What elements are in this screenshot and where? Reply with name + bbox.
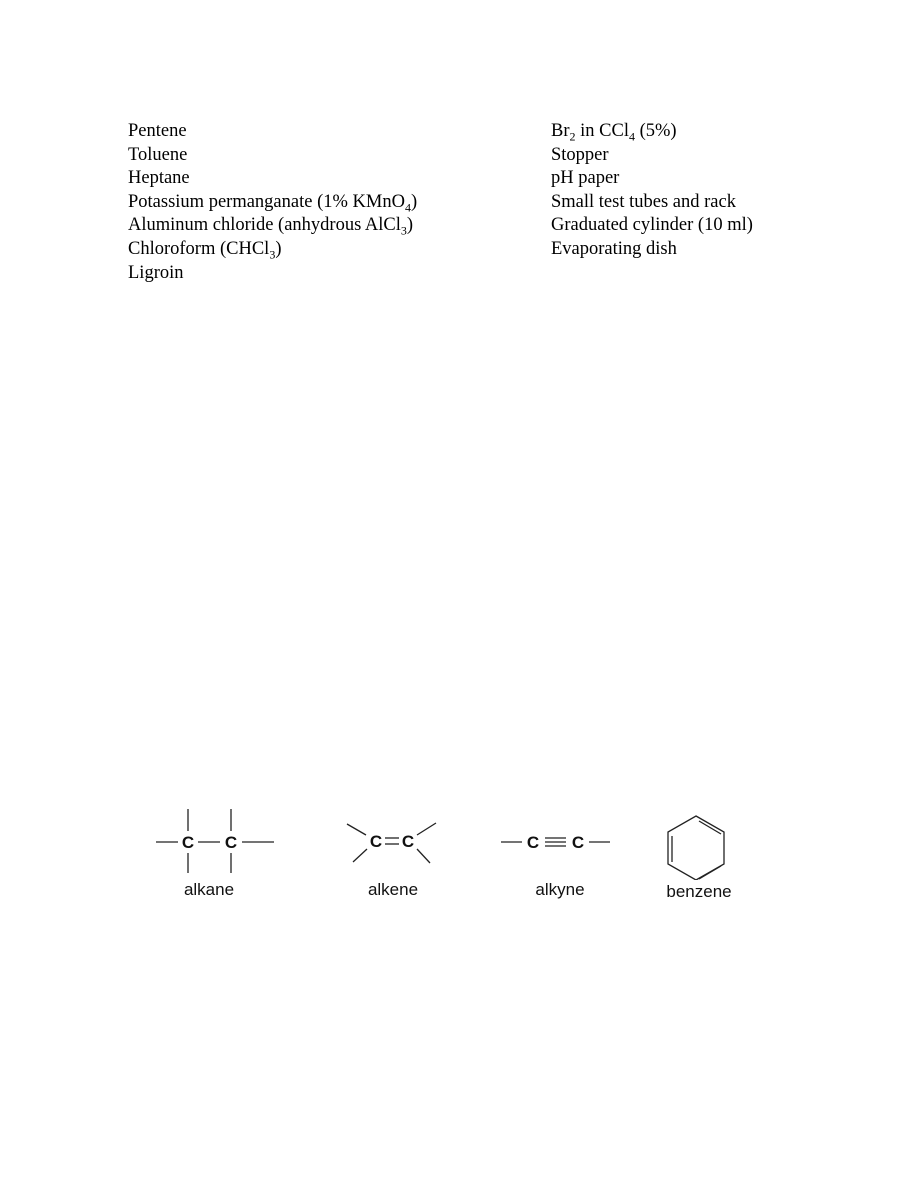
equipment-list <box>551 120 753 262</box>
hydrocarbon-structures-figure <box>140 800 760 920</box>
list-item: Graduated cylinder (10 ml) <box>551 215 753 236</box>
benzene-label: benzene <box>666 882 732 901</box>
carbon-atom: C <box>181 833 195 852</box>
alkyne-label: alkyne <box>535 880 585 899</box>
list-item: Ligroin <box>128 262 184 283</box>
list-item: Potassium permanganate (1% KMnO$_4$) <box>128 191 418 215</box>
list-item: Aluminum chloride (anhydrous AlCl$_3$) <box>128 215 414 239</box>
list-item: Heptane <box>128 168 190 189</box>
alkene-structure <box>347 823 436 863</box>
list-item: $Br_2$ in CCl$_4$ (5%) <box>551 121 677 144</box>
alkene-label: alkene <box>367 880 419 899</box>
list-item: Chloroform (CHCl$_3$) <box>128 238 282 262</box>
alkane-structure <box>156 809 274 873</box>
alkane-label: alkane <box>183 880 235 899</box>
carbon-atom: C <box>401 832 415 851</box>
list-item: pH paper <box>551 168 620 189</box>
structures-drawing <box>140 800 760 880</box>
list-item: Stopper <box>551 144 609 165</box>
carbon-atom: C <box>526 833 540 852</box>
list-item: Small test tubes and rack <box>551 191 736 212</box>
carbon-atom: C <box>369 832 383 851</box>
list-item: Pentene <box>128 121 187 141</box>
list-item: Evaporating dish <box>551 238 677 259</box>
benzene-ring <box>668 816 724 880</box>
chemicals-list <box>128 120 417 285</box>
carbon-atom: C <box>224 833 238 852</box>
list-item: Toluene <box>128 144 188 165</box>
alkyne-structure <box>501 838 610 846</box>
carbon-atom: C <box>571 833 585 852</box>
